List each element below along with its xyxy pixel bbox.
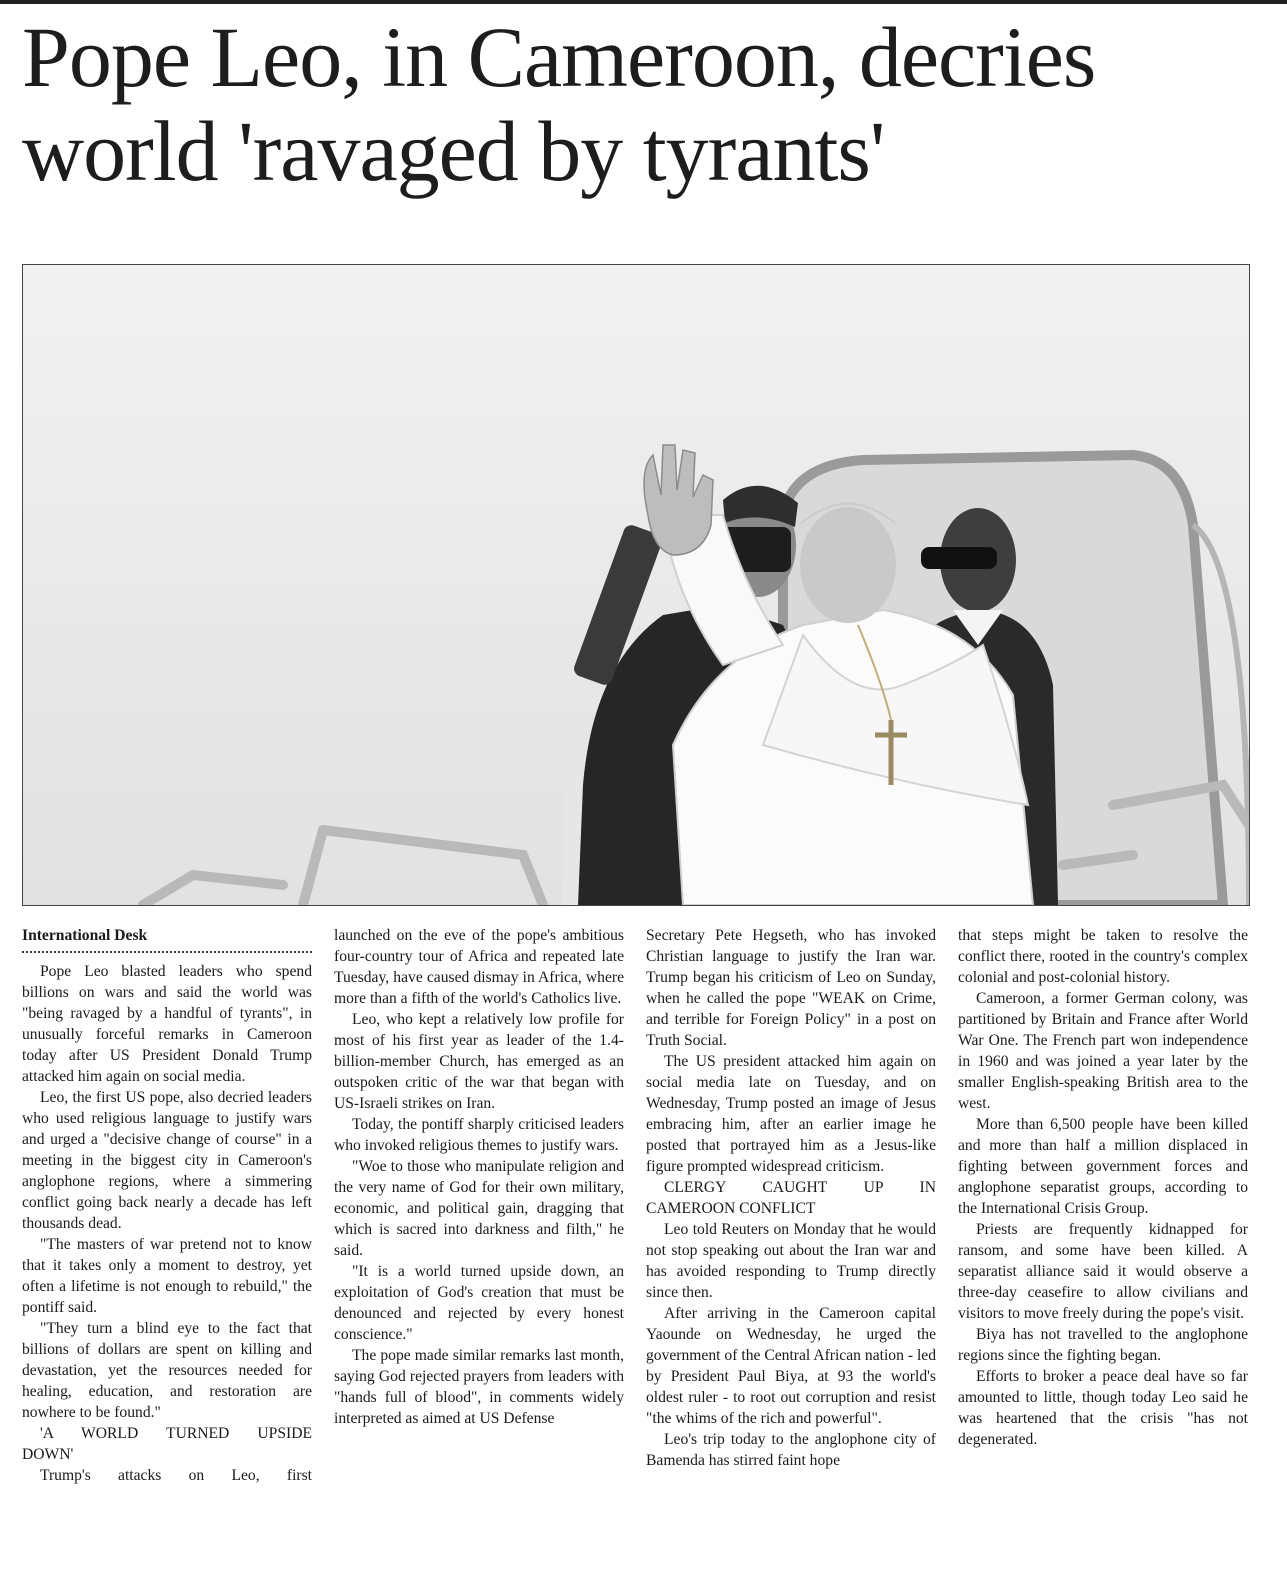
news-photo — [22, 264, 1250, 906]
paragraph: "The masters of war pretend not to know that it takes only a moment to destroy, yet often a lifetime is not enough to rebuild," the pontiff said. — [22, 1236, 312, 1316]
paragraph: Cameroon, a former German colony, was partitioned by Britain and France after World War One. The French part won independence in 1960 and was joined a year later by the smaller English-speaking British area to the west. — [958, 990, 1248, 1112]
photo-illustration — [23, 265, 1249, 905]
headline: Pope Leo, in Cameroon, decries world 'ravaged by tyrants' — [22, 9, 1096, 199]
paragraph: Today, the pontiff sharply criticised leaders who invoked religious themes to justify wars. — [334, 1116, 624, 1154]
paragraph: "It is a world turned upside down, an exploitation of God's creation that must be denounced and rejected by every honest conscience." — [334, 1263, 624, 1343]
paragraph: that steps might be taken to resolve the conflict there, rooted in the country's complex colonial and post-colonial history. — [958, 927, 1248, 986]
paragraph: Pope Leo blasted leaders who spend billions on wars and said the world was "being ravaged by a handful of tyrants", in unusually forceful remarks in Cameroon today after US President Donald Trump attacked him again on social media. — [22, 963, 312, 1085]
article-column-3 — [646, 925, 936, 1585]
paragraph: "Woe to those who manipulate religion and the very name of God for their own military, economic, and political gain, dragging that which is sacred into darkness and filth," he said. — [334, 1158, 624, 1259]
paragraph: Biya has not travelled to the anglophone regions since the fighting began. — [958, 1326, 1248, 1364]
article-column-2 — [334, 925, 624, 1585]
byline: International Desk — [22, 925, 312, 953]
paragraph: After arriving in the Cameroon capital Yaounde on Wednesday, he urged the government of the Central African nation - led by President Paul Biya, at 93 the world's oldest ruler - to root out corruption and resist "the whims of the rich and powerful". — [646, 1305, 936, 1427]
paragraph: Efforts to broker a peace deal have so far amounted to little, though today Leo said he was heartened that the crisis "has not degenerated. — [958, 1368, 1248, 1448]
paragraph: The US president attacked him again on social media late on Tuesday, and on Wednesday, Trump posted an image of Jesus embracing him, after an earlier image he posted that portrayed him as a Jesus-like figure prompted widespread criticism. — [646, 1053, 936, 1175]
paragraph: Leo's trip today to the anglophone city of Bamenda has stirred faint hope — [646, 1431, 936, 1469]
paragraph: Priests are frequently kidnapped for ransom, and some have been killed. A separatist alliance said it would observe a three-day ceasefire to allow civilians and visitors to move freely during the pope's visit. — [958, 1221, 1248, 1322]
paragraph: "They turn a blind eye to the fact that billions of dollars are spent on killing and devastation, yet the resources needed for healing, education, and restoration are nowhere to be found." — [22, 1320, 312, 1421]
paragraph: launched on the eve of the pope's ambitious four-country tour of Africa and repeated late Tuesday, have caused dismay in Africa, where more than a fifth of the world's Catholics live. — [334, 927, 624, 1007]
paragraph: Leo, the first US pope, also decried leaders who used religious language to justify wars and urged a "decisive change of course" in a meeting in the biggest city in Cameroon's anglophone regions, where a simmering conflict going back nearly a decade has left thousands dead. — [22, 1089, 312, 1232]
paragraph: Leo told Reuters on Monday that he would not stop speaking out about the Iran war and has avoided responding to Trump directly since then. — [646, 1221, 936, 1301]
paragraph: More than 6,500 people have been killed and more than half a million displaced in fighting between government forces and anglophone separatist groups, according to the International Crisis Group. — [958, 1116, 1248, 1217]
paragraph: Trump's attacks on Leo, first — [40, 1467, 312, 1484]
paragraph: Secretary Pete Hegseth, who has invoked Christian language to justify the Iran war. Trump began his criticism of Leo on Sunday, when he called the pope "WEAK on Crime, and terrible for Foreign Policy" in a post on Truth Social. — [646, 927, 936, 1049]
article-body — [22, 925, 1250, 1585]
subheading: CLERGY CAUGHT UP IN — [664, 1179, 936, 1196]
subheading: 'A WORLD TURNED UPSIDE — [40, 1425, 312, 1442]
subheading-continued: DOWN' — [22, 1446, 74, 1463]
article-column-4 — [958, 925, 1248, 1585]
top-rule — [0, 0, 1287, 4]
paragraph: The pope made similar remarks last month, saying God rejected prayers from leaders with "hands full of blood", in comments widely interpreted as aimed at US Defense — [334, 1347, 624, 1427]
subheading-continued: CAMEROON CONFLICT — [646, 1200, 816, 1217]
paragraph: Leo, who kept a relatively low profile for most of his first year as leader of the 1.4-billion-member Church, has emerged as an outspoken critic of the war that began with US-Israeli strikes on Iran. — [334, 1011, 624, 1112]
article-column-1 — [22, 925, 312, 1585]
